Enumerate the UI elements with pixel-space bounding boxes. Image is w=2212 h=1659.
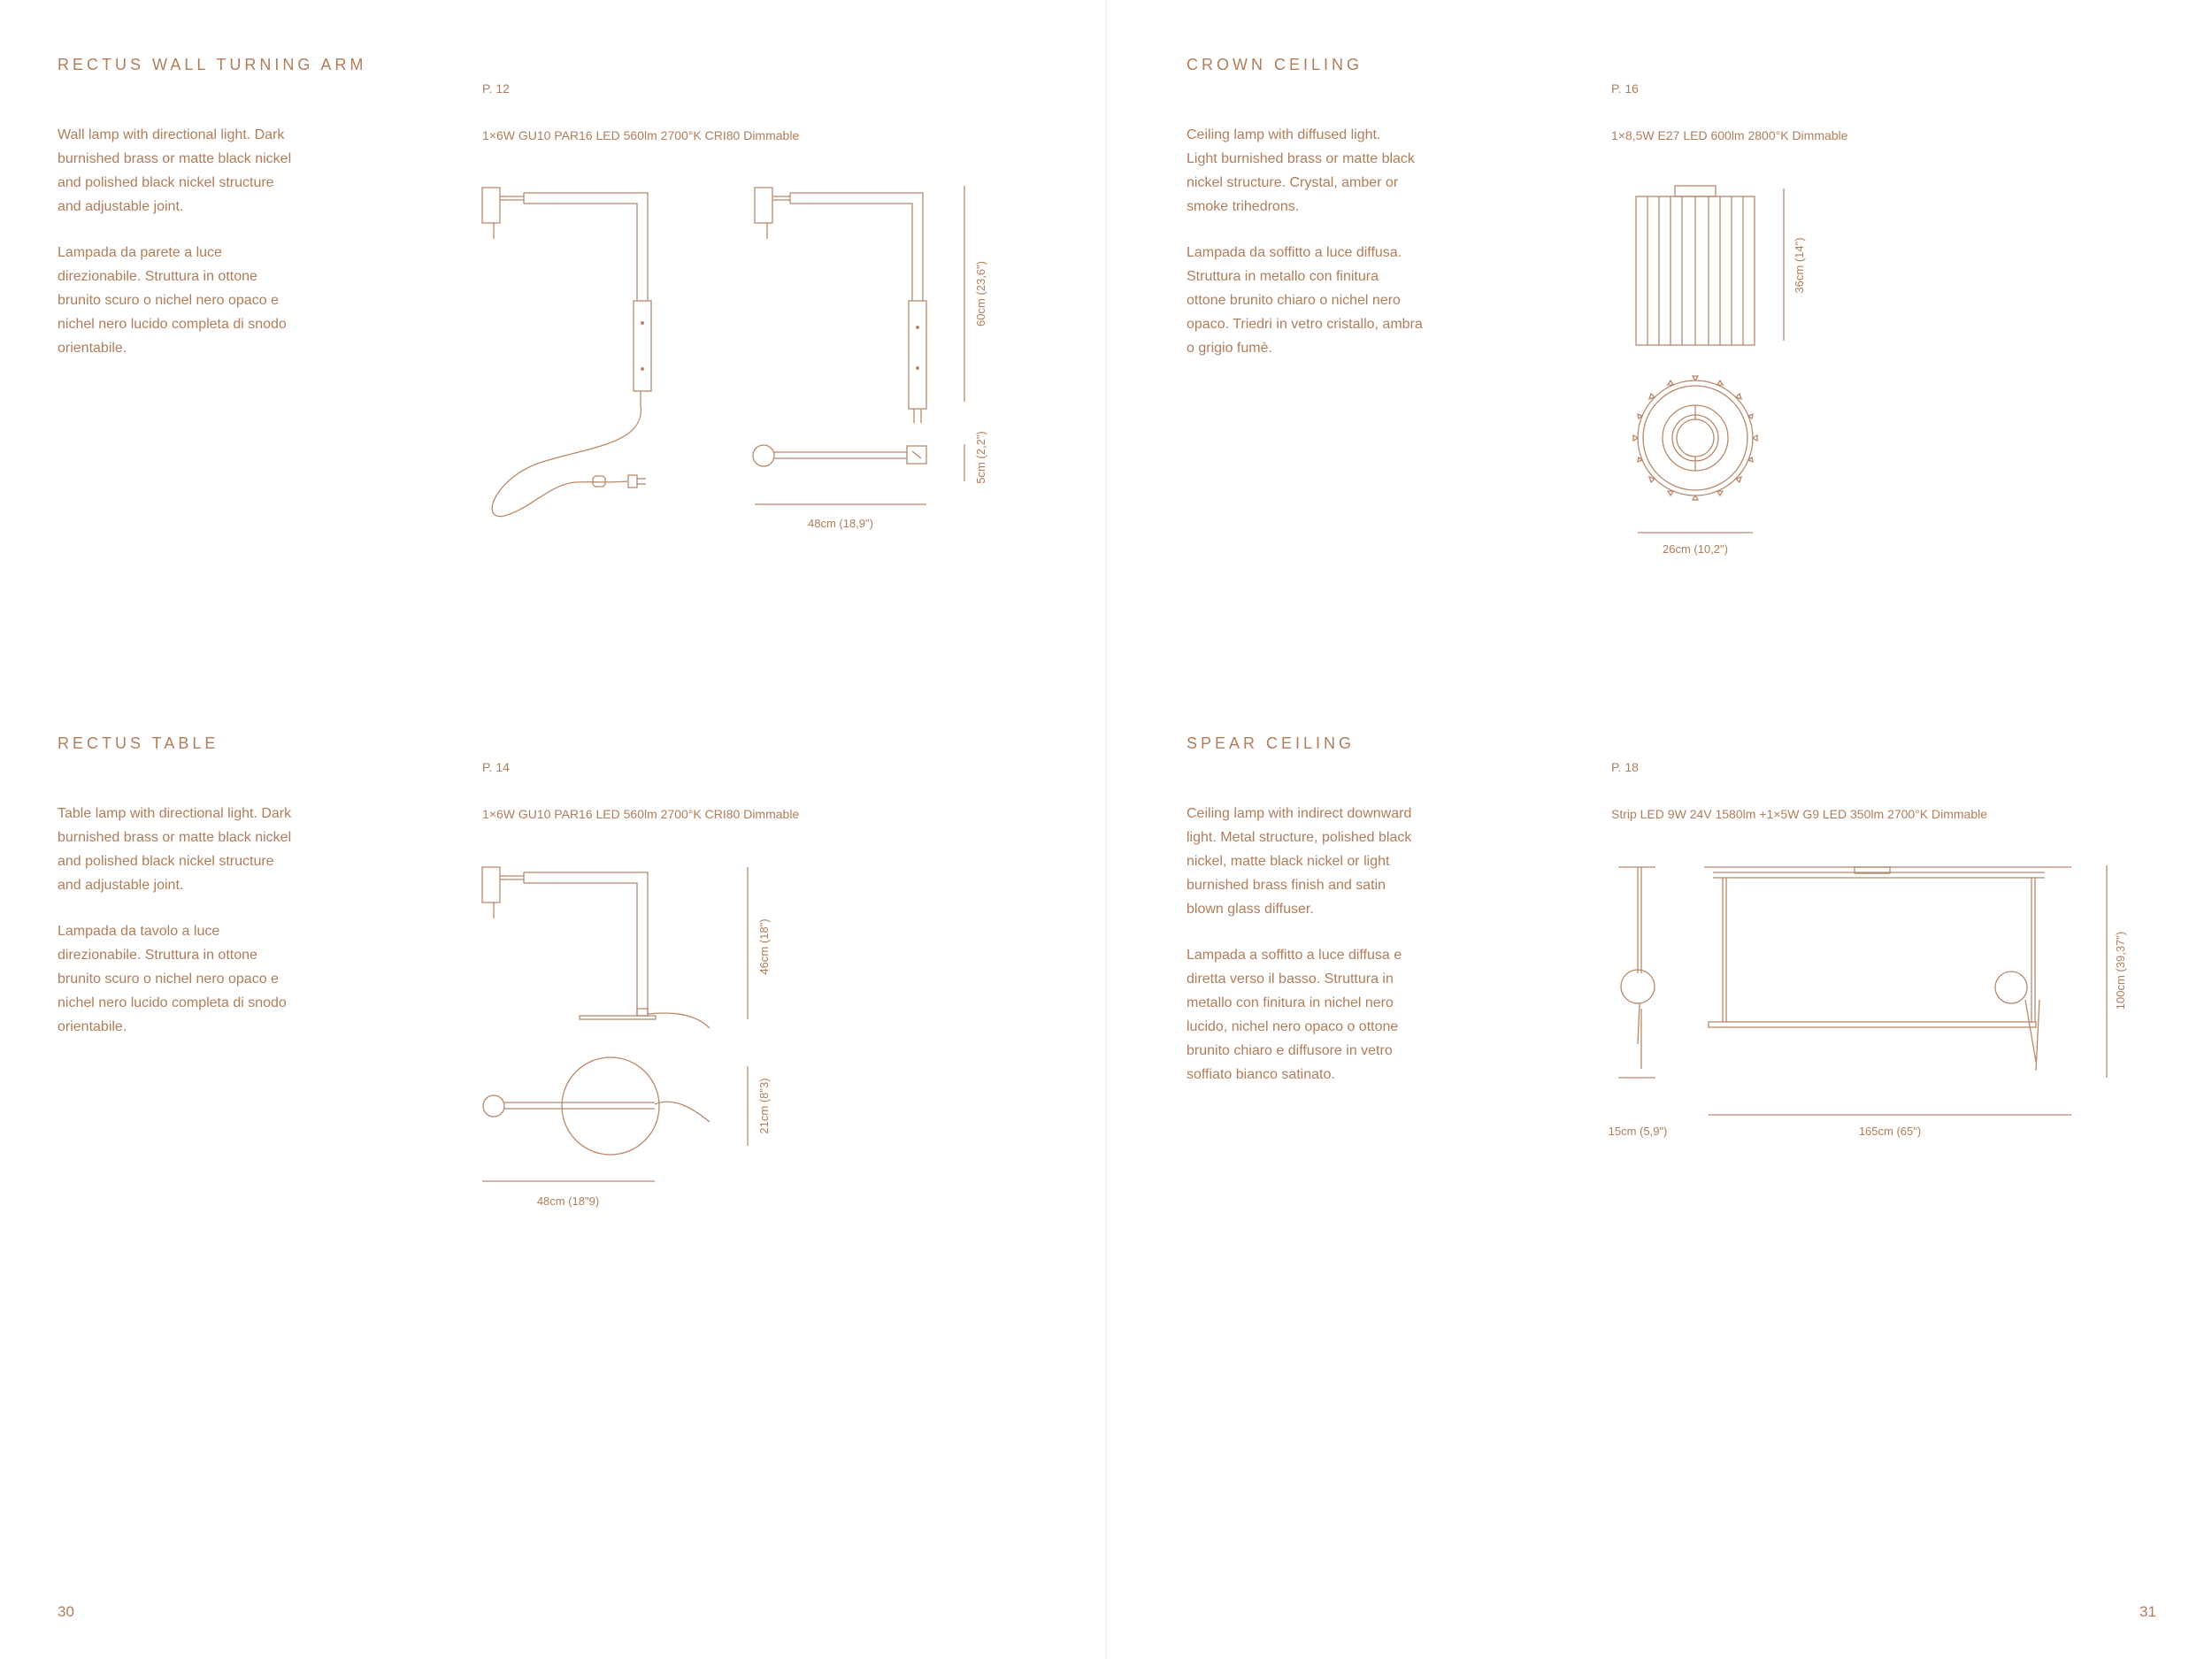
right-page	[1107, 0, 2212, 1659]
spear-ceiling-height-label: 100cm (39,37")	[2114, 931, 2127, 1010]
crown-ceiling-title: CROWN CEILING	[1187, 56, 1363, 73]
spear-ceiling-side-label: 15cm (5,9")	[1608, 1125, 1668, 1138]
spear-front-globe	[1995, 972, 2027, 1003]
rectus-wall-page-ref: P. 12	[482, 81, 510, 96]
power-cable	[492, 405, 641, 517]
crown-ceiling-drawing	[1629, 181, 1815, 562]
crown-ceiling-description-en: Ceiling lamp with diffused light. Light burnished brass or matte black nickel structure. Crystal, amber or smoke trihedrons.	[1187, 127, 1415, 214]
rectus-table-drawing	[478, 858, 796, 1212]
crown-ceiling-width-label: 26cm (10,2")	[1663, 542, 1728, 556]
rectus-wall-title: RECTUS WALL TURNING ARM	[58, 56, 367, 73]
rectus-table-height-label: 46cm (18")	[757, 918, 771, 975]
spear-ceiling-description-it: Lampada a soffitto a luce diffusa e diretta verso il basso. Struttura in metallo con finitura in nichel nero lucido, nichel nero opaco o ottone brunito chiaro e diffusore in vetro soffiato bianco satinato.	[1187, 948, 1402, 1082]
spear-ceiling-title: SPEAR CEILING	[1187, 734, 1356, 752]
rectus-table-description-it: Lampada da tavolo a luce direzionabile. Struttura in ottone brunito scuro o nichel nero opaco e nichel nero lucido completa di snodo orientabile.	[58, 924, 287, 1034]
rectus-wall-front-drawing	[748, 177, 1004, 540]
spear-ceiling-width-label: 165cm (65")	[1858, 1125, 1922, 1138]
ceiling-canopy	[1675, 186, 1716, 196]
crown-ceiling-page-ref: P. 16	[1611, 81, 1639, 96]
rectus-table-page-ref: P. 14	[482, 760, 510, 774]
rectus-table-base-top	[562, 1057, 659, 1155]
rectus-table-description-en: Table lamp with directional light. Dark burnished brass or matte black nickel and polished black nickel structure and adjustable joint.	[58, 806, 292, 893]
wall-plate	[482, 188, 500, 223]
spear-ceiling-drawing	[1608, 858, 2177, 1150]
rectus-wall-description-en: Wall lamp with directional light. Dark burnished brass or matte black nickel and polished black nickel structure and adjustable joint.	[58, 127, 292, 214]
crown-ceiling-spec: 1×8,5W E27 LED 600lm 2800°K Dimmable	[1611, 128, 1848, 142]
crown-ceiling-description-it: Lampada da soffitto a luce diffusa. Struttura in metallo con finitura ottone brunito chiaro o nichel nero opaco. Triedri in vetro cristallo, ambra o grigio fumè.	[1187, 245, 1423, 356]
rectus-wall-body	[634, 301, 651, 391]
rectus-wall-height-label: 60cm (23,6")	[974, 261, 987, 326]
rectus-table-depth-label: 21cm (8"3)	[757, 1078, 771, 1134]
page-number-right: 31	[2139, 1603, 2156, 1620]
rectus-wall-width-label: 48cm (18,9")	[808, 517, 873, 530]
rectus-wall-spec: 1×6W GU10 PAR16 LED 560lm 2700°K CRI80 Dimmable	[482, 128, 800, 142]
spear-ceiling-description-en: Ceiling lamp with indirect downward light. Metal structure, polished black nickel, matte black nickel or light burnished brass finish and satin blown glass diffuser.	[1187, 806, 1412, 917]
rectus-table-title: RECTUS TABLE	[58, 734, 219, 752]
rectus-table-width-label: 48cm (18"9)	[536, 1194, 600, 1208]
rectus-wall-depth-label: 5cm (2,2")	[974, 431, 987, 484]
spear-side-globe	[1621, 970, 1655, 1003]
rectus-table-spec: 1×6W GU10 PAR16 LED 560lm 2700°K CRI80 Dimmable	[482, 807, 800, 821]
rectus-wall-side-drawing	[478, 177, 690, 531]
crown-ceiling-height-label: 36cm (14")	[1793, 237, 1806, 294]
spear-bar	[1709, 1022, 2036, 1027]
spear-ceiling-page-ref: P. 18	[1611, 760, 1639, 774]
page-number-left: 30	[58, 1603, 74, 1620]
spear-ceiling-spec: Strip LED 9W 24V 1580lm +1×5W G9 LED 350lm 2700°K Dimmable	[1611, 807, 1988, 821]
rectus-wall-description-it: Lampada da parete a luce direzionabile. Struttura in ottone brunito scuro o nichel nero opaco e nichel nero lucido completa di snodo orientabile.	[58, 245, 287, 356]
rectus-table-base	[580, 1016, 656, 1019]
